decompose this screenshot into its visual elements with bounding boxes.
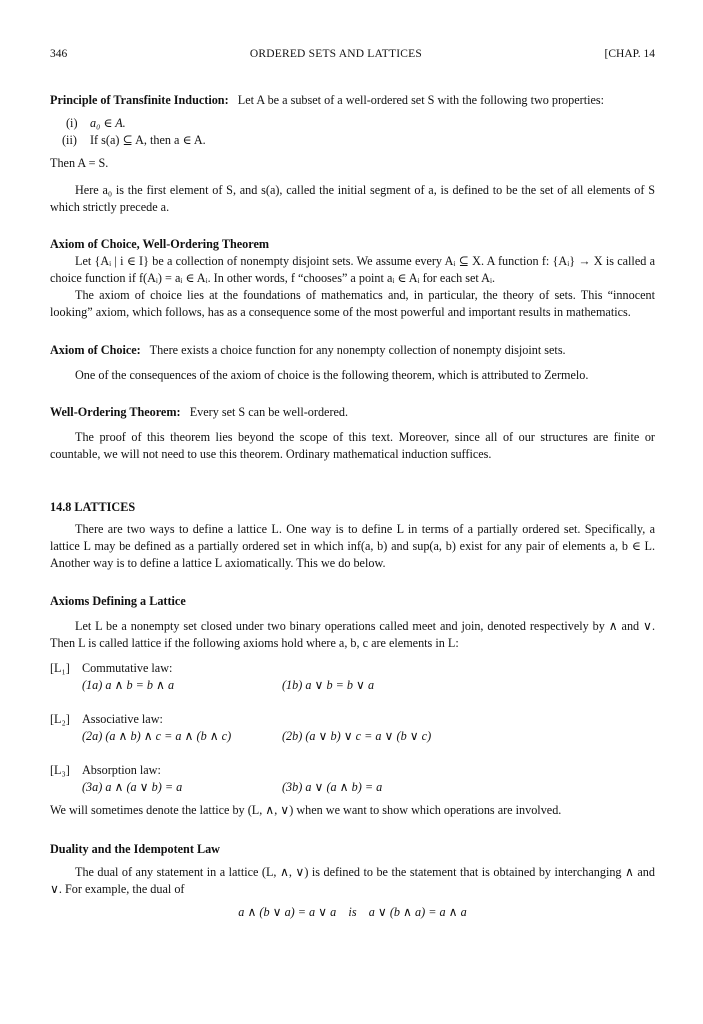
- principle-here: Here a₀ is the first element of S, and s(a), called the initial segment of a, is defined to be the set of all elements of S which strictly precede a.: [50, 183, 655, 214]
- axiom-l2: [50, 711, 655, 745]
- axiom-formula-a: (2a) (a ∧ b) ∧ c = a ∧ (b ∧ c): [82, 729, 232, 743]
- list-num: (i): [66, 116, 78, 130]
- axiom-formula-b: (1b) a ∨ b = b ∨ a: [282, 678, 375, 692]
- chapter-number: [CHAP. 14: [604, 48, 655, 60]
- principle-statement: [50, 92, 655, 109]
- list-text: If s(a) ⊆ A, then a ∈ A.: [90, 133, 206, 147]
- axiom-tag: [L₁]: [50, 661, 70, 675]
- axioms-note: We will sometimes denote the lattice by (L, ∧, ∨) when we want to show which operations are involved.: [50, 803, 562, 817]
- axiom-name: Commutative law:: [82, 661, 173, 675]
- axiom-formula-a: (3a) a ∧ (a ∨ b) = a: [82, 780, 183, 794]
- page: [50, 47, 655, 921]
- section-heading-lattices: 14.8 LATTICES: [50, 500, 136, 514]
- proof-note: The proof of this theorem lies beyond the scope of this text. Moreover, since all of our structures are finite or countable, we will not need to use this theorem. Ordinary mathematical induction suffices.: [50, 430, 655, 461]
- principle-label: Principle of Transfinite Induction:: [50, 93, 229, 107]
- list-num: (ii): [62, 133, 77, 147]
- axiom-tag: [L₂]: [50, 712, 70, 726]
- duality-text: The dual of any statement in a lattice (L, ∧, ∨) is defined to be the statement that is obtained by interchanging ∧ and ∨. For example, the dual of: [50, 865, 655, 896]
- choice-heading: Axiom of Choice, Well-Ordering Theorem: [50, 237, 270, 251]
- duality-heading: Duality and the Idempotent Law: [50, 842, 220, 856]
- axiom-formula-b: (3b) a ∨ (a ∧ b) = a: [282, 780, 383, 794]
- axioms-intro: Let L be a nonempty set closed under two binary operations called meet and join, denoted respectively by ∧ and ∨. Then L is called lattice if the following axioms hold where a, b, c are elements in L:: [50, 619, 655, 650]
- consequence-text: One of the consequences of the axiom of choice is the following theorem, which is attributed to Zermelo.: [75, 368, 589, 382]
- principle-list: [50, 115, 655, 149]
- axiom-of-choice: [50, 342, 655, 359]
- well-ordering-label: Well-Ordering Theorem:: [50, 405, 181, 419]
- list-text: a₀ ∈ A.: [90, 116, 126, 130]
- well-ordering-theorem: [50, 404, 655, 421]
- axiom-l3: [50, 762, 655, 796]
- axiom-formula-a: (1a) a ∧ b = b ∧ a: [82, 678, 175, 692]
- axiom-choice-label: Axiom of Choice:: [50, 343, 141, 357]
- list-item: [62, 115, 655, 132]
- axioms-heading: Axioms Defining a Lattice: [50, 594, 186, 608]
- axiom-tag: [L₃]: [50, 763, 70, 777]
- axiom-choice-text: There exists a choice function for any nonempty collection of nonempty disjoint sets.: [149, 343, 566, 357]
- principle-then: Then A = S.: [50, 156, 109, 170]
- list-item: [62, 132, 655, 149]
- running-header: [50, 47, 655, 61]
- lattices-text: There are two ways to define a lattice L. One way is to define L in terms of a partially ordered set. Specifically, a lattice L may be defined as a partially ordered set in which inf(a, b) and sup(a, b) exist for any pair of elements a, b ∈ L. Another way is to define a lattice L axiomatically. This we do below.: [50, 522, 655, 570]
- axiom-formula-b: (2b) (a ∨ b) ∨ c = a ∨ (b ∨ c): [282, 729, 432, 743]
- choice-paragraph-1: Let {Aᵢ | i ∈ I} be a collection of nonempty disjoint sets. We assume every Aᵢ ⊆ X. A function f: {Aᵢ} → X is called a choice function if f(Aᵢ) = aᵢ ∈ Aᵢ. In other words, f “chooses” a point aᵢ ∈ Aᵢ for each set Aᵢ.: [50, 254, 655, 285]
- chapter-title: ORDERED SETS AND LATTICES: [249, 48, 422, 60]
- duality-formula: a ∧ (b ∨ a) = a ∨ a is a ∨ (b ∧ a) = a ∧ a: [238, 905, 467, 919]
- axiom-name: Absorption law:: [82, 763, 161, 777]
- axiom-l1: [50, 660, 655, 694]
- axiom-name: Associative law:: [82, 712, 163, 726]
- well-ordering-text: Every set S can be well-ordered.: [189, 405, 349, 419]
- principle-text: Let A be a subset of a well-ordered set S with the following two properties:: [237, 93, 605, 107]
- page-number: 346: [50, 48, 68, 60]
- choice-paragraph-2: The axiom of choice lies at the foundations of mathematics and, in particular, the theory of sets. This “innocent looking” axiom, which follows, has as a consequence some of the most powerful and important results in mathematics.: [50, 288, 655, 319]
